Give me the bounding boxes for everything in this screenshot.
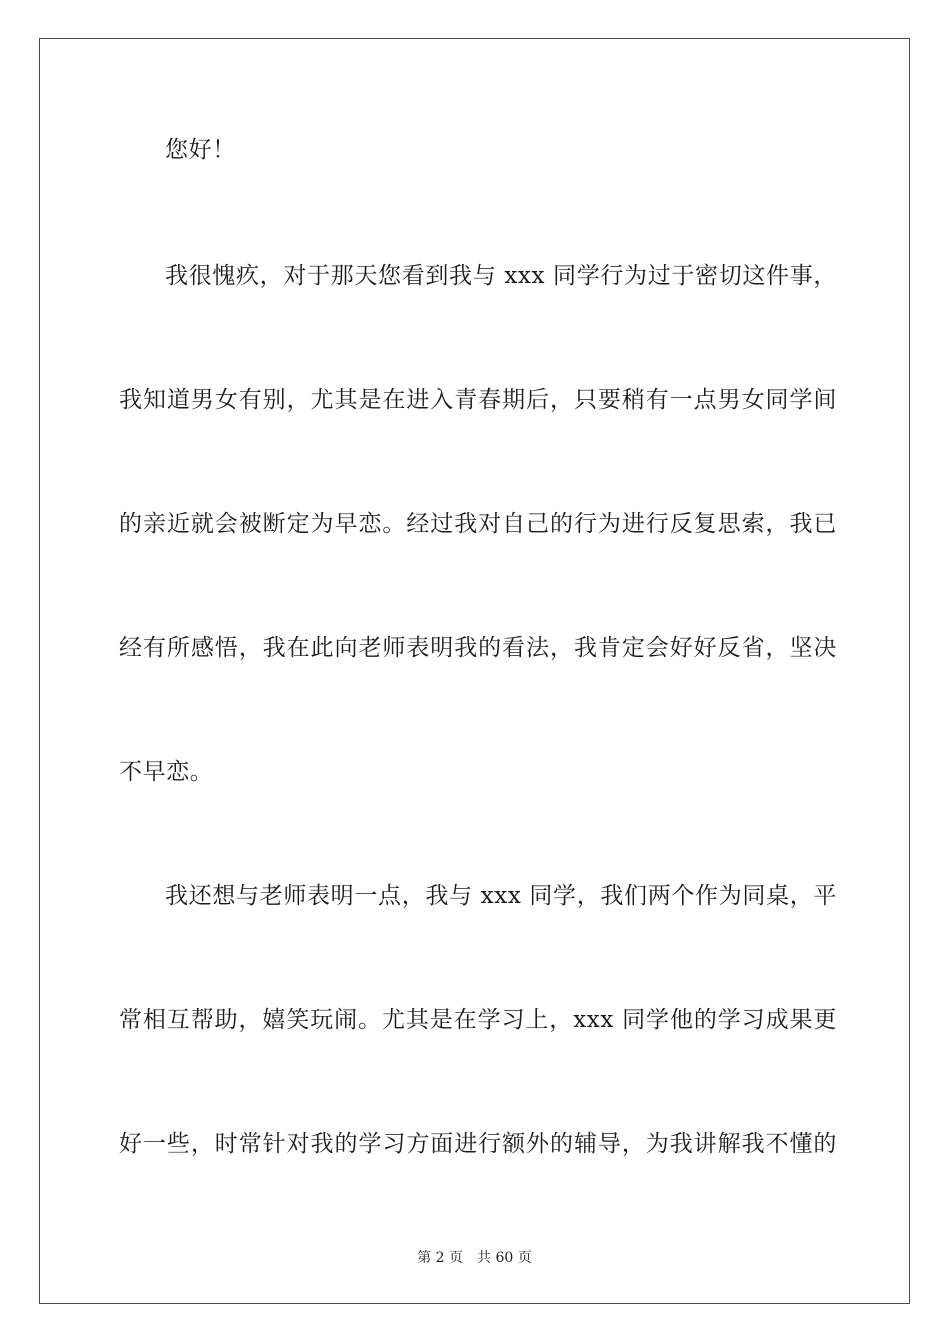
paragraph-2-line-1: 我还想与老师表明一点，我与 xxx 同学，我们两个作为同桌，平 xyxy=(165,883,837,909)
paragraph-2-line-3: 好一些，时常针对我的学习方面进行额外的辅导，为我讲解我不懂的 xyxy=(119,1131,837,1157)
paragraph-1-line-4: 经有所感悟，我在此向老师表明我的看法，我肯定会好好反省，坚决 xyxy=(119,635,837,661)
greeting-line: 您好！ xyxy=(165,137,236,163)
page-total: 共 60 页 xyxy=(477,1250,532,1266)
paragraph-1-line-2: 我知道男女有别，尤其是在进入青春期后，只要稍有一点男女同学间 xyxy=(119,387,837,413)
page-footer xyxy=(40,1247,909,1267)
paragraph-2-line-2: 常相互帮助，嬉笑玩闹。尤其是在学习上，xxx 同学他的学习成果更 xyxy=(119,1007,837,1033)
paragraph-1-line-1: 我很愧疚，对于那天您看到我与 xxx 同学行为过于密切这件事， xyxy=(165,263,837,289)
document-page xyxy=(39,38,910,1304)
page-number: 第 2 页 xyxy=(417,1250,464,1266)
paragraph-1-line-5: 不早恋。 xyxy=(119,759,214,785)
paragraph-1-line-3: 的亲近就会被断定为早恋。经过我对自己的行为进行反复思索，我已 xyxy=(119,511,837,537)
